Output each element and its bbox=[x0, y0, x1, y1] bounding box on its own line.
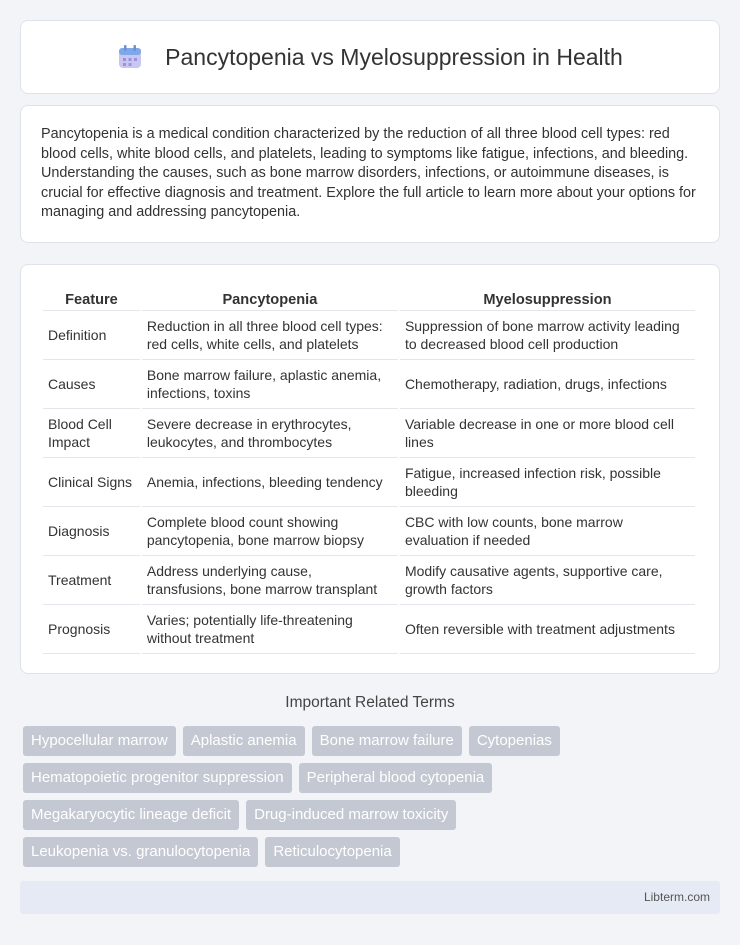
tag-hypocellular-marrow[interactable]: Hypocellular marrow bbox=[23, 726, 176, 756]
header-feature: Feature bbox=[43, 285, 140, 311]
feature-cell: Blood Cell Impact bbox=[43, 409, 140, 458]
tag-drug-induced-marrow-toxicity[interactable]: Drug-induced marrow toxicity bbox=[246, 800, 456, 830]
table-row bbox=[43, 409, 695, 458]
feature-cell: Prognosis bbox=[43, 605, 140, 654]
pancytopenia-cell: Address underlying cause, transfusions, bone marrow transplant bbox=[142, 556, 398, 605]
tag-leukopenia-vs-granulocytopenia[interactable]: Leukopenia vs. granulocytopenia bbox=[23, 837, 258, 867]
header-myelosuppression: Myelosuppression bbox=[400, 285, 695, 311]
table-row bbox=[43, 311, 695, 360]
table-row bbox=[43, 556, 695, 605]
tag-bone-marrow-failure[interactable]: Bone marrow failure bbox=[312, 726, 462, 756]
intro-card bbox=[20, 105, 720, 243]
calendar-icon bbox=[117, 44, 143, 70]
tag-peripheral-blood-cytopenia[interactable]: Peripheral blood cytopenia bbox=[299, 763, 493, 793]
pancytopenia-cell: Anemia, infections, bleeding tendency bbox=[142, 458, 398, 507]
tag-hematopoietic-progenitor-suppression[interactable]: Hematopoietic progenitor suppression bbox=[23, 763, 292, 793]
myelosuppression-cell: Often reversible with treatment adjustments bbox=[400, 605, 695, 654]
comparison-table-card bbox=[20, 264, 720, 674]
title-card bbox=[20, 20, 720, 94]
feature-cell: Treatment bbox=[43, 556, 140, 605]
pancytopenia-cell: Severe decrease in erythrocytes, leukocytes, and thrombocytes bbox=[142, 409, 398, 458]
myelosuppression-cell: Fatigue, increased infection risk, possible bleeding bbox=[400, 458, 695, 507]
myelosuppression-cell: Modify causative agents, supportive care, growth factors bbox=[400, 556, 695, 605]
feature-cell: Clinical Signs bbox=[43, 458, 140, 507]
table-row bbox=[43, 360, 695, 409]
table-row bbox=[43, 507, 695, 556]
feature-cell: Definition bbox=[43, 311, 140, 360]
pancytopenia-cell: Reduction in all three blood cell types: red cells, white cells, and platelets bbox=[142, 311, 398, 360]
tag-aplastic-anemia[interactable]: Aplastic anemia bbox=[183, 726, 305, 756]
header-pancytopenia: Pancytopenia bbox=[142, 285, 398, 311]
tag-reticulocytopenia[interactable]: Reticulocytopenia bbox=[265, 837, 399, 867]
pancytopenia-cell: Bone marrow failure, aplastic anemia, infections, toxins bbox=[142, 360, 398, 409]
myelosuppression-cell: Suppression of bone marrow activity leading to decreased blood cell production bbox=[400, 311, 695, 360]
myelosuppression-cell: Chemotherapy, radiation, drugs, infections bbox=[400, 360, 695, 409]
table-row bbox=[43, 458, 695, 507]
feature-cell: Diagnosis bbox=[43, 507, 140, 556]
tag-megakaryocytic-lineage-deficit[interactable]: Megakaryocytic lineage deficit bbox=[23, 800, 239, 830]
myelosuppression-cell: CBC with low counts, bone marrow evaluation if needed bbox=[400, 507, 695, 556]
feature-cell: Causes bbox=[43, 360, 140, 409]
table-row bbox=[43, 605, 695, 654]
intro-text: Pancytopenia is a medical condition characterized by the reduction of all three blood cell types: red blood cells, white blood cells, and platelets, leading to symptoms like fatigue, infections, and bleeding. Understanding the causes, such as bone marrow disorders, infections, or autoimmune diseases, is crucial for effective diagnosis and treatment. Explore the full article to learn more about your options for managing and addressing pancytopenia. bbox=[41, 126, 696, 221]
pancytopenia-cell: Varies; potentially life-threatening without treatment bbox=[142, 605, 398, 654]
related-terms-tags bbox=[23, 726, 703, 874]
page-title: Pancytopenia vs Myelosuppression in Health bbox=[165, 43, 623, 70]
footer-site-link[interactable]: Libterm.com bbox=[643, 890, 710, 904]
table-header-row bbox=[43, 285, 695, 311]
tag-cytopenias[interactable]: Cytopenias bbox=[469, 726, 560, 756]
myelosuppression-cell: Variable decrease in one or more blood cell lines bbox=[400, 409, 695, 458]
related-terms-title: Important Related Terms bbox=[285, 694, 455, 711]
footer bbox=[20, 881, 720, 914]
comparison-table bbox=[41, 285, 697, 654]
pancytopenia-cell: Complete blood count showing pancytopenia, bone marrow biopsy bbox=[142, 507, 398, 556]
